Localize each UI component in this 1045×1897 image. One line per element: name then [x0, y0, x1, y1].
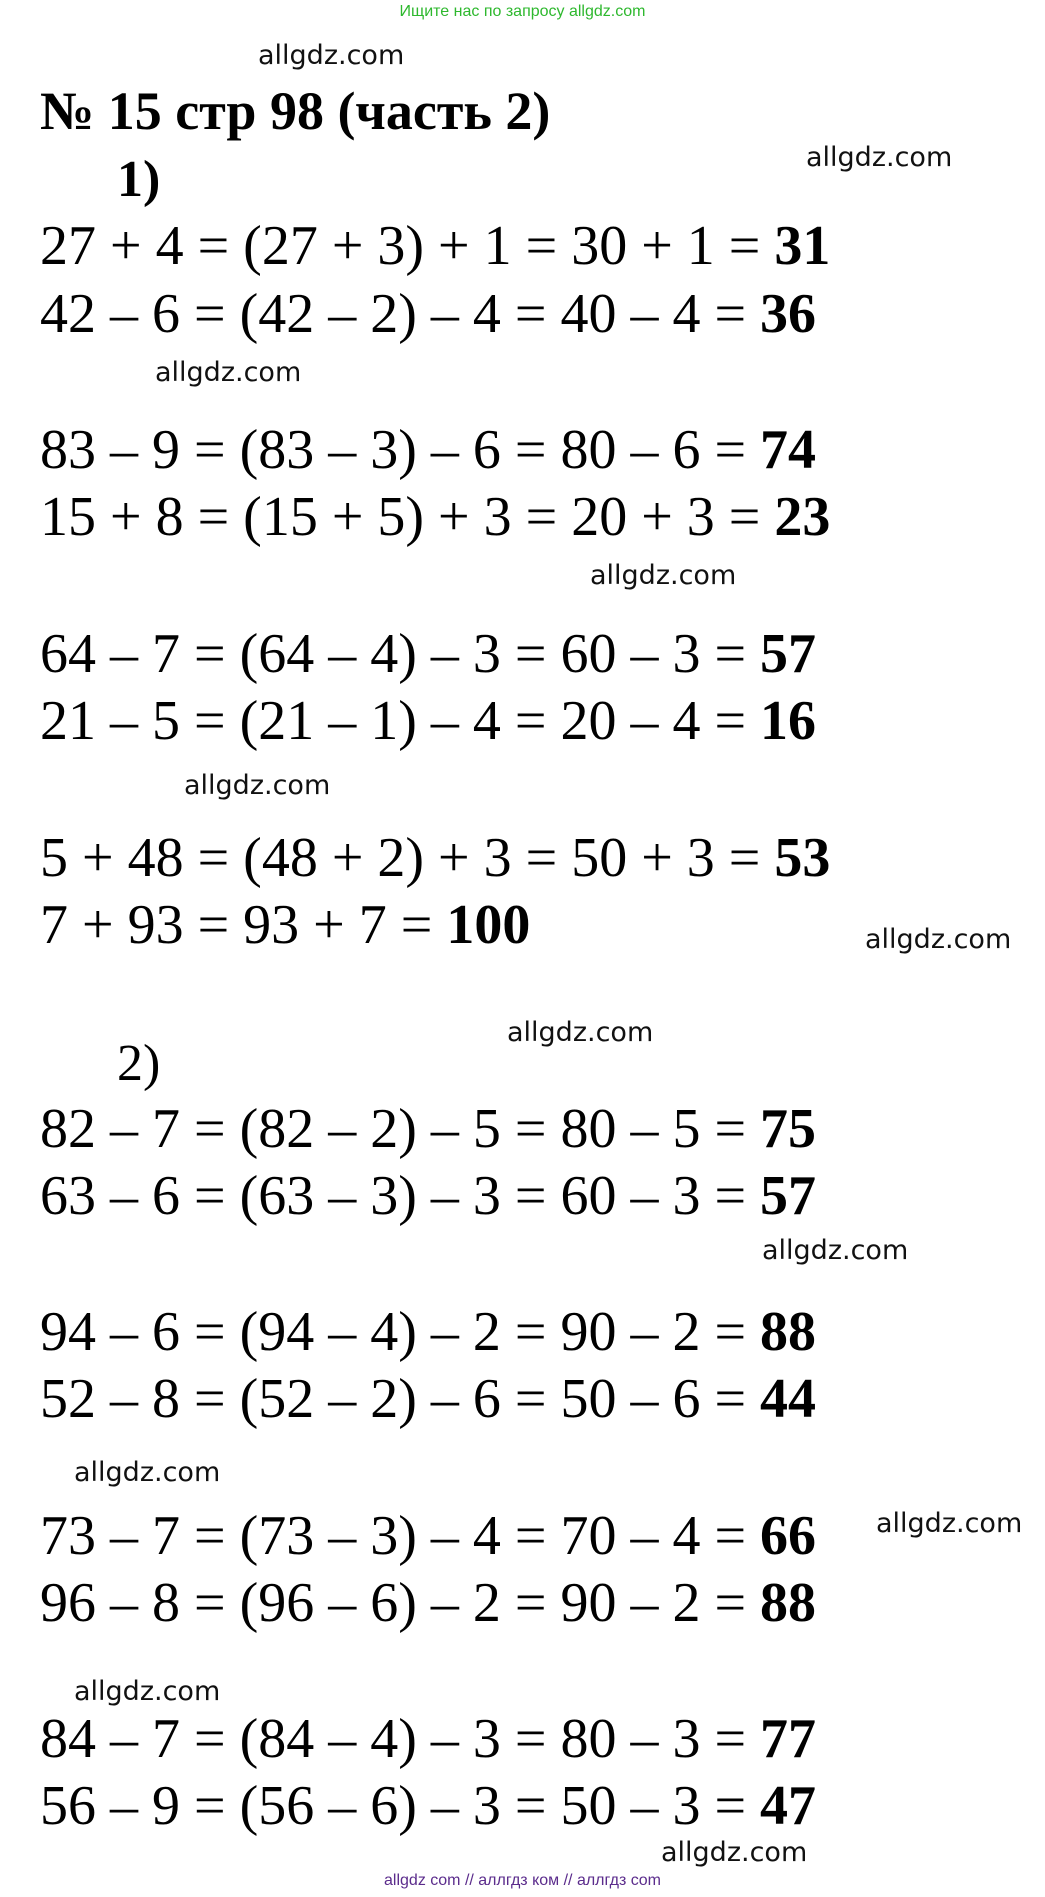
answer: 57	[760, 1165, 817, 1227]
part-2-label: 2)	[117, 1035, 161, 1092]
watermark: allgdz.com	[507, 1017, 654, 1048]
answer: 23	[774, 486, 831, 548]
footer-links[interactable]: allgdz com // аллгдз ком // аллгдз com	[384, 1872, 661, 1889]
watermark: allgdz.com	[258, 40, 405, 71]
equation: 52 – 8 = (52 – 2) – 6 = 50 – 6 = 44	[40, 1368, 817, 1430]
watermark: allgdz.com	[74, 1457, 221, 1488]
watermark: allgdz.com	[661, 1837, 808, 1868]
top-search-banner[interactable]: Ищите нас по запросу allgdz.com	[399, 3, 646, 20]
answer: 53	[774, 827, 831, 889]
watermark: allgdz.com	[806, 142, 953, 173]
equation: 94 – 6 = (94 – 4) – 2 = 90 – 2 = 88	[40, 1301, 817, 1363]
equation: 64 – 7 = (64 – 4) – 3 = 60 – 3 = 57	[40, 623, 817, 685]
watermark: allgdz.com	[762, 1235, 909, 1266]
equation: 82 – 7 = (82 – 2) – 5 = 80 – 5 = 75	[40, 1098, 817, 1160]
equation: 27 + 4 = (27 + 3) + 1 = 30 + 1 = 31	[40, 215, 831, 277]
watermark: allgdz.com	[865, 924, 1012, 955]
answer: 44	[760, 1368, 817, 1430]
equation: 63 – 6 = (63 – 3) – 3 = 60 – 3 = 57	[40, 1165, 817, 1227]
equation: 84 – 7 = (84 – 4) – 3 = 80 – 3 = 77	[40, 1708, 817, 1770]
answer: 57	[760, 623, 817, 685]
equation: 15 + 8 = (15 + 5) + 3 = 20 + 3 = 23	[40, 486, 831, 548]
watermark: allgdz.com	[590, 560, 737, 591]
page-title: № 15 стр 98 (часть 2)	[40, 81, 551, 141]
answer: 31	[774, 215, 831, 277]
answer: 16	[760, 690, 817, 752]
equation: 56 – 9 = (56 – 6) – 3 = 50 – 3 = 47	[40, 1775, 817, 1837]
equation: 21 – 5 = (21 – 1) – 4 = 20 – 4 = 16	[40, 690, 817, 752]
equation: 73 – 7 = (73 – 3) – 4 = 70 – 4 = 66	[40, 1505, 817, 1567]
equation: 42 – 6 = (42 – 2) – 4 = 40 – 4 = 36	[40, 283, 817, 345]
equation: 96 – 8 = (96 – 6) – 2 = 90 – 2 = 88	[40, 1572, 817, 1634]
answer: 88	[760, 1301, 817, 1363]
answer: 74	[760, 419, 817, 481]
answer: 47	[760, 1775, 817, 1837]
watermark: allgdz.com	[155, 357, 302, 388]
answer: 77	[760, 1708, 817, 1770]
answer: 75	[760, 1098, 817, 1160]
watermark: allgdz.com	[184, 770, 331, 801]
answer: 36	[760, 283, 817, 345]
equation: 83 – 9 = (83 – 3) – 6 = 80 – 6 = 74	[40, 419, 817, 481]
watermark: allgdz.com	[74, 1676, 221, 1707]
part-1-label: 1)	[117, 151, 161, 208]
answer: 66	[760, 1505, 817, 1567]
equation: 5 + 48 = (48 + 2) + 3 = 50 + 3 = 53	[40, 827, 831, 889]
watermark: allgdz.com	[876, 1508, 1023, 1539]
answer: 100	[446, 894, 531, 956]
equation: 7 + 93 = 93 + 7 = 100	[40, 894, 531, 956]
answer: 88	[760, 1572, 817, 1634]
